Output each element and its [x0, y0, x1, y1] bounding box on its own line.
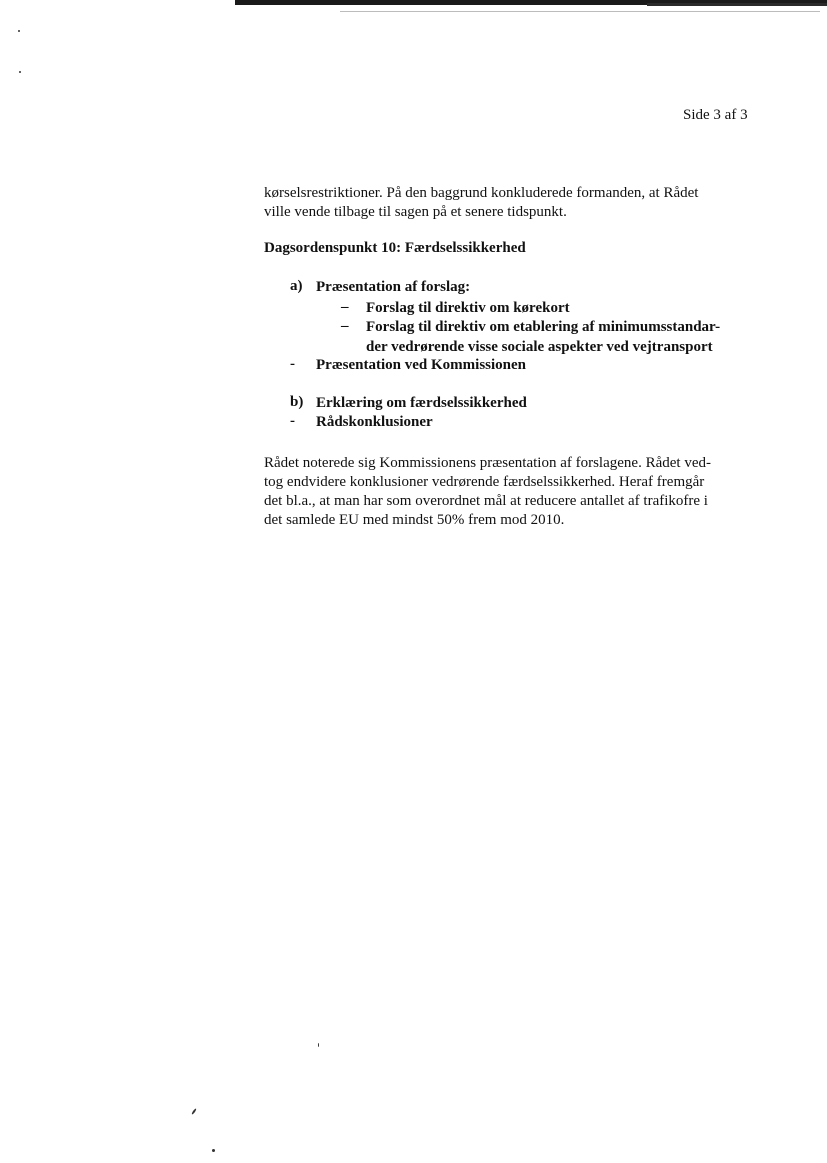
page-number: Side 3 af 3 — [683, 107, 748, 123]
subitem-driving-licence: Forslag til direktiv om kørekort — [366, 300, 570, 316]
section-b-marker: b) — [290, 394, 304, 410]
scan-speck — [18, 30, 20, 32]
subitem-min-standards-line: der vedrørende visse sociale aspekter ved vejtransport — [366, 339, 713, 355]
subitem-dash: – — [341, 299, 349, 315]
conclusion-line: det bl.a., at man har som overordnet mål at reducere antallet af trafikofre i — [264, 493, 708, 509]
conclusion-line: det samlede EU med mindst 50% frem mod 2010. — [264, 512, 565, 528]
section-a-marker: a) — [290, 278, 303, 294]
scan-speck — [191, 1108, 197, 1115]
scan-line-artifact — [340, 11, 820, 12]
section-b-title: Erklæring om færdselssikkerhed — [316, 395, 527, 411]
scan-speck — [212, 1149, 215, 1152]
agenda-heading: Dagsordenspunkt 10: Færdselssikkerhed — [264, 240, 526, 256]
conclusion-line: Rådet noterede sig Kommissionens præsentation af forslagene. Rådet ved- — [264, 455, 711, 471]
intro-line: ville vende tilbage til sagen på et senere tidspunkt. — [264, 204, 567, 220]
scan-speck — [318, 1043, 319, 1047]
intro-line: kørselsrestriktioner. På den baggrund konkluderede formanden, at Rådet — [264, 185, 699, 201]
subitem-dash: – — [341, 318, 349, 334]
followup-dash: - — [290, 413, 295, 429]
followup-dash: - — [290, 356, 295, 372]
subitem-min-standards-line: Forslag til direktiv om etablering af minimumsstandar- — [366, 319, 721, 335]
section-a-title: Præsentation af forslag: — [316, 279, 471, 295]
conclusion-line: tog endvidere konklusioner vedrørende færdselssikkerhed. Heraf fremgår — [264, 474, 705, 490]
scan-border-artifact — [235, 0, 827, 6]
presentation-commission: Præsentation ved Kommissionen — [316, 357, 526, 373]
scan-speck — [19, 71, 21, 73]
council-conclusions: Rådskonklusioner — [316, 414, 433, 430]
